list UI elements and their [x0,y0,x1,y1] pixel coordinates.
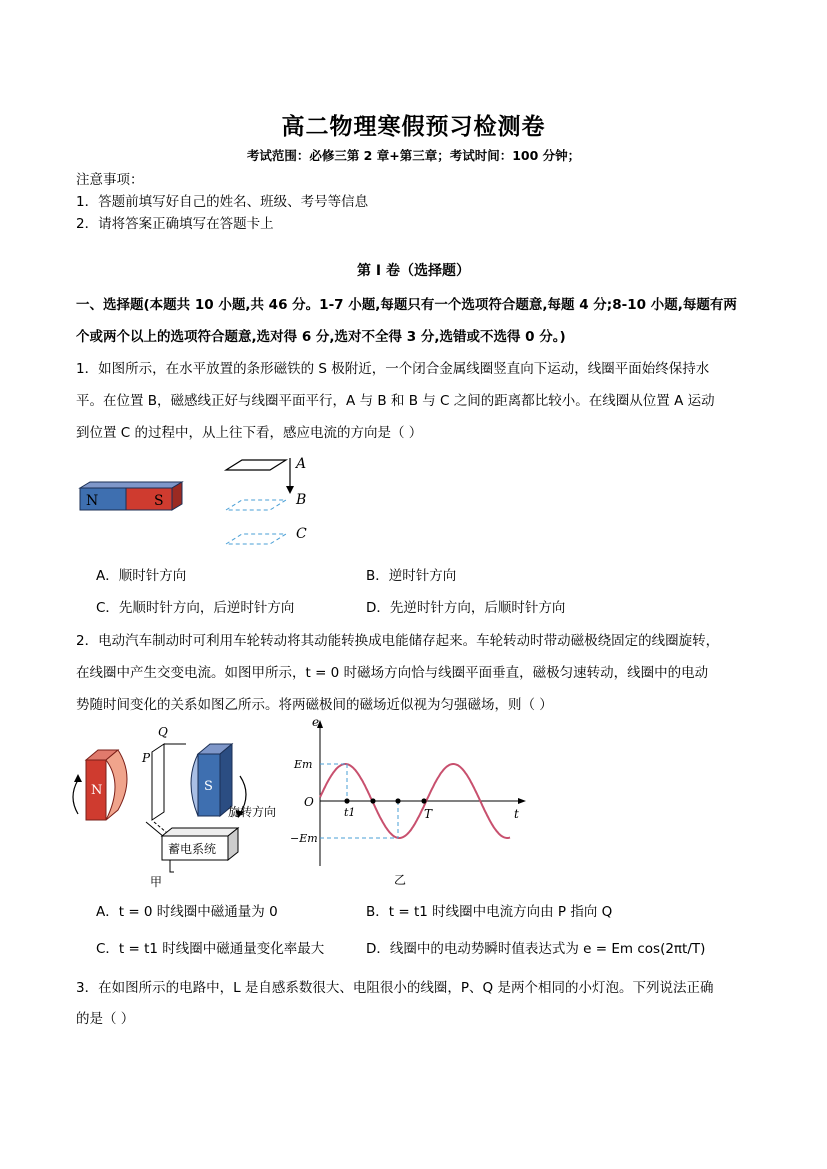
point-t [421,798,426,803]
q1-option-a[interactable]: A．顺时针方向 [96,568,187,584]
figure-b-caption: 乙 [394,873,407,887]
q2-figure-b [290,716,540,892]
q1-text-1: 1．如图所示，在水平放置的条形磁铁的 S 极附近，一个闭合金属线圈竖直向下运动，线圈平面始终保持水 [76,361,710,377]
section-title: 第 I 卷（选择题） [357,263,470,279]
label-b: B [296,492,307,508]
q2-option-a[interactable]: A．t = 0 时线圈中磁通量为 0 [96,904,278,920]
figure-a-s-label: S [204,779,213,794]
q2-option-c[interactable]: C．t = t1 时线圈中磁通量变化率最大 [96,941,325,957]
label-neg-em: −Em [290,832,318,845]
label-o: O [304,795,314,809]
q1-option-d[interactable]: D．先逆时针方向，后顺时针方向 [366,600,566,616]
rotation-direction-label: 旋转方向 [228,805,277,819]
label-p: P [142,751,151,765]
label-period: T [424,807,433,821]
label-c: C [296,526,307,542]
page-title: 高二物理寒假预习检测卷 [281,114,546,140]
t-axis-arrow [518,798,526,804]
point-quarter [370,798,375,803]
storage-label: 蓄电系统 [168,842,217,856]
q3-text-2: 的是（ ） [76,1011,135,1027]
q2-text-2: 在线圈中产生交变电流。如图甲所示，t = 0 时磁场方向恰与线圈平面垂直，磁极匀速转动，线圈中的电动 [76,665,709,681]
magnet-s-label: S [154,493,164,509]
q1-text-3: 到位置 C 的过程中，从上往下看，感应电流的方向是（ ） [76,425,423,441]
exam-scope: 考试范围：必修三第 2 章+第三章；考试时间：100 分钟； [246,148,581,163]
notes-heading: 注意事项： [76,172,144,188]
label-t: t [514,807,519,821]
section-instruction-2: 个或两个以上的选项符合题意,选对得 6 分,选对不全得 3 分,选错或不选得 0 分。) [76,329,566,345]
q1-option-c[interactable]: C．先顺时针方向，后逆时针方向 [96,600,295,616]
magnet-top-face [80,482,182,488]
q3-text-1: 3．在如图所示的电路中，L 是自感系数很大、电阻很小的线圈，P、Q 是两个相同的小灯泡。下列说法正确 [76,980,714,996]
rotation-arrow-left [73,780,78,814]
magnet-s-pole [126,488,172,510]
notes-item-1: 1．答题前填写好自己的姓名、班级、考号等信息 [76,194,369,210]
section-instruction-1: 一、选择题(本题共 10 小题,共 46 分。1-7 小题,每题只有一个选项符合题意,每题 4 分;8-10 小题,每题有两 [76,297,737,313]
coil-position-a [226,460,286,470]
label-q: Q [158,725,168,739]
rotation-arrow-left-head [74,774,82,782]
label-a: A [296,456,307,472]
coil-loop [152,744,164,820]
point-half [395,798,400,803]
figure-a-caption: 甲 [150,875,163,889]
figure-a-n-label: N [91,783,103,798]
point-t1 [344,798,349,803]
coil-position-b [226,500,286,510]
notes-item-2: 2．请将答案正确填写在答题卡上 [76,216,274,232]
storage-box-top [162,828,238,836]
q1-figure [76,452,336,552]
q2-option-b[interactable]: B．t = t1 时线圈中电流方向由 P 指向 Q [366,904,613,920]
q2-figure-a [70,722,277,892]
q1-text-2: 平。在位置 B，磁感线正好与线圈平面平行，A 与 B 和 B 与 C 之间的距离都比较小。在线圈从位置 A 运动 [76,393,715,409]
q1-option-b[interactable]: B．逆时针方向 [366,568,457,584]
label-em: Em [294,758,313,771]
q2-text-3: 势随时间变化的关系如图乙所示。将两磁极间的磁场近似视为匀强磁场，则（ ） [76,697,553,713]
magnet-n-face [106,750,127,820]
q2-text-1: 2．电动汽车制动时可利用车轮转动将其动能转换成电能储存起来。车轮转动时带动磁极绕固定的线圈旋转， [76,633,720,649]
magnet-n-label: N [86,493,99,509]
label-e: e [312,715,320,729]
coil-position-c [226,534,286,544]
label-t1: t1 [344,806,356,819]
motion-arrow-head [286,486,294,494]
q2-option-d[interactable]: D．线圈中的电动势瞬时值表达式为 e = Em cos(2πt/T) [366,941,706,957]
